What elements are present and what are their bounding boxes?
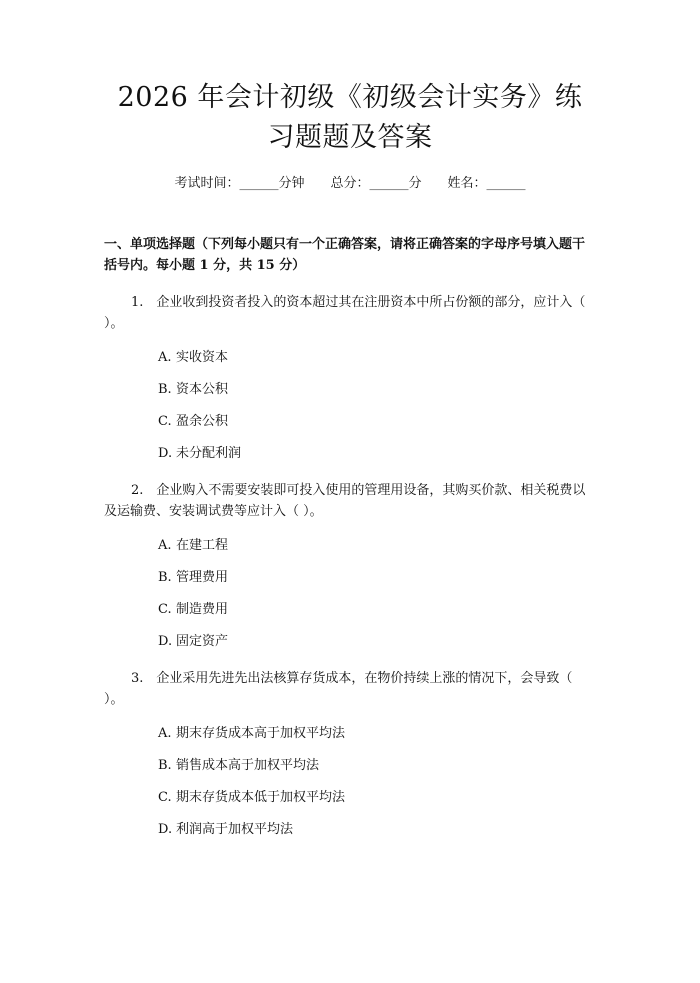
- option-text: 利润高于加权平均法: [176, 822, 294, 837]
- option-item: [104, 536, 596, 556]
- option-letter: A.: [158, 726, 172, 741]
- option-item: [104, 820, 596, 840]
- option-letter: D.: [158, 446, 173, 461]
- question-text: 2. 企业购入不需要安装即可投入使用的管理用设备，其购买价款、相关税费以及运输费、安装调试费等应计入（ ）。: [104, 483, 586, 519]
- option-text: 盈余公积: [176, 414, 229, 429]
- document-title: 2026 年会计初级《初级会计实务》练习题题及答案: [117, 82, 583, 153]
- total-score-field: 总分：______分: [330, 176, 422, 191]
- option-item: [104, 568, 596, 588]
- option-text: 未分配利润: [176, 446, 242, 461]
- option-letter: A.: [158, 538, 172, 553]
- exam-meta: [104, 174, 596, 194]
- option-letter: B.: [158, 570, 172, 585]
- option-letter: B.: [158, 758, 172, 773]
- option-text: 实收资本: [176, 350, 229, 365]
- option-item: [104, 600, 596, 620]
- question-block: [104, 480, 596, 652]
- option-item: [104, 412, 596, 432]
- option-letter: D.: [158, 634, 173, 649]
- option-letter: C.: [158, 602, 172, 617]
- option-text: 销售成本高于加权平均法: [176, 758, 320, 773]
- option-text: 期末存货成本低于加权平均法: [176, 790, 346, 805]
- option-item: [104, 724, 596, 744]
- option-text: 制造费用: [176, 602, 229, 617]
- option-letter: A.: [158, 350, 172, 365]
- option-item: [104, 756, 596, 776]
- option-text: 在建工程: [176, 538, 229, 553]
- document-page: [0, 78, 700, 983]
- option-item: [104, 348, 596, 368]
- option-item: [104, 380, 596, 400]
- option-text: 固定资产: [176, 634, 229, 649]
- option-list: [104, 348, 596, 464]
- option-letter: C.: [158, 790, 172, 805]
- option-text: 管理费用: [176, 570, 229, 585]
- exam-time-field: 考试时间：______分钟: [174, 176, 305, 191]
- option-list: [104, 724, 596, 840]
- option-letter: D.: [158, 822, 173, 837]
- question-text: 3. 企业采用先进先出法核算存货成本，在物价持续上涨的情况下，会导致（ ）。: [104, 671, 573, 707]
- option-letter: B.: [158, 382, 172, 397]
- option-text: 期末存货成本高于加权平均法: [176, 726, 346, 741]
- option-item: [104, 632, 596, 652]
- question-block: [104, 292, 596, 464]
- question-block: [104, 668, 596, 840]
- option-item: [104, 788, 596, 808]
- option-letter: C.: [158, 414, 172, 429]
- name-field: 姓名：______: [447, 176, 526, 191]
- section-heading: 一、单项选择题（下列每小题只有一个正确答案，请将正确答案的字母序号填入题干括号内。每小题 1 分，共 15 分）: [104, 237, 586, 273]
- question-text: 1. 企业收到投资者投入的资本超过其在注册资本中所占份额的部分，应计入（ ）。: [104, 295, 586, 331]
- option-text: 资本公积: [176, 382, 229, 397]
- option-item: [104, 444, 596, 464]
- option-list: [104, 536, 596, 652]
